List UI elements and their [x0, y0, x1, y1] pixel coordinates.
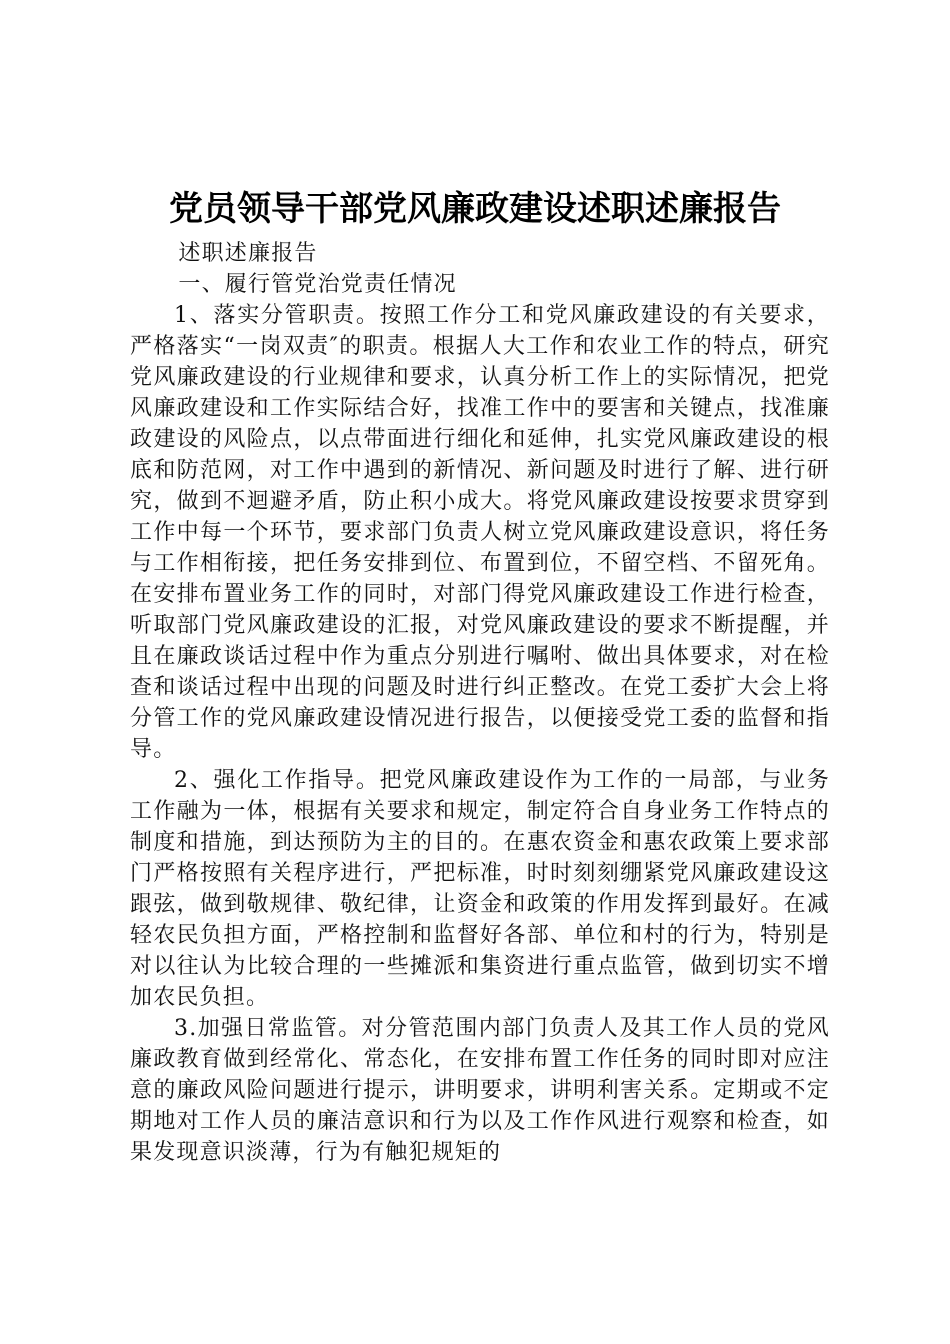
- paragraph-3: 3.加强日常监管。对分管范围内部门负责人及其工作人员的党风廉政教育做到经常化、常态化，在安排布置工作任务的同时即对应注意的廉政风险问题进行提示，讲明要求，讲明利害关系。定期或不定期地对工作人员的廉洁意识和行为以及工作作风进行观察和检查，如果发现意识淡薄，行为有触犯规矩的: [130, 1016, 830, 1165]
- document-body: [130, 238, 830, 1168]
- document-title: 党员领导干部党风廉政建设述职述廉报告: [169, 189, 781, 229]
- paragraph-2: 2、强化工作指导。把党风廉政建设作为工作的一局部，与业务工作融为一体，根据有关要求和规定，制定符合自身业务工作特点的制度和措施，到达预防为主的目的。在惠农资金和惠农政策上要求部门严格按照有关程序进行，严把标准，时时刻刻绷紧党风廉政建设这跟弦，做到敬规律、敬纪律，让资金和政策的作用发挥到最好。在减轻农民负担方面，严格控制和监督好各部、单位和村的行为，特别是对以往认为比较合理的一些摊派和集资进行重点监管，做到切实不增加农民负担。: [130, 768, 830, 1010]
- section-heading: 一、履行管党治党责任情况: [178, 272, 457, 297]
- report-subtitle: 述职述廉报告: [178, 241, 318, 266]
- paragraph-1: 1、落实分管职责。按照工作分工和党风廉政建设的有关要求，严格落实“一岗双责″的职责。根据人大工作和农业工作的特点，研究党风廉政建设的行业规律和要求，认真分析工作上的实际情况，把党风廉政建设和工作实际结合好，找准工作中的要害和关键点，找准廉政建设的风险点，以点带面进行细化和延伸，扎实党风廉政建设的根底和防范网，对工作中遇到的新情况、新问题及时进行了解、进行研究，做到不迴避矛盾，防止积小成大。将党风廉政建设按要求贯穿到工作中每一个环节，要求部门负责人树立党风廉政建设意识，将任务与工作相衔接，把任务安排到位、布置到位，不留空档、不留死角。在安排布置业务工作的同时，对部门得党风廉政建设工作进行检查，听取部门党风廉政建设的汇报，对党风廉政建设的要求不断提醒，并且在廉政谈话过程中作为重点分别进行嘱咐、做出具体要求，对在检查和谈话过程中出现的问题及时进行纠正整改。在党工委扩大会上将分管工作的党风廉政建设情况进行报告，以便接受党工委的监督和指导。: [130, 303, 830, 762]
